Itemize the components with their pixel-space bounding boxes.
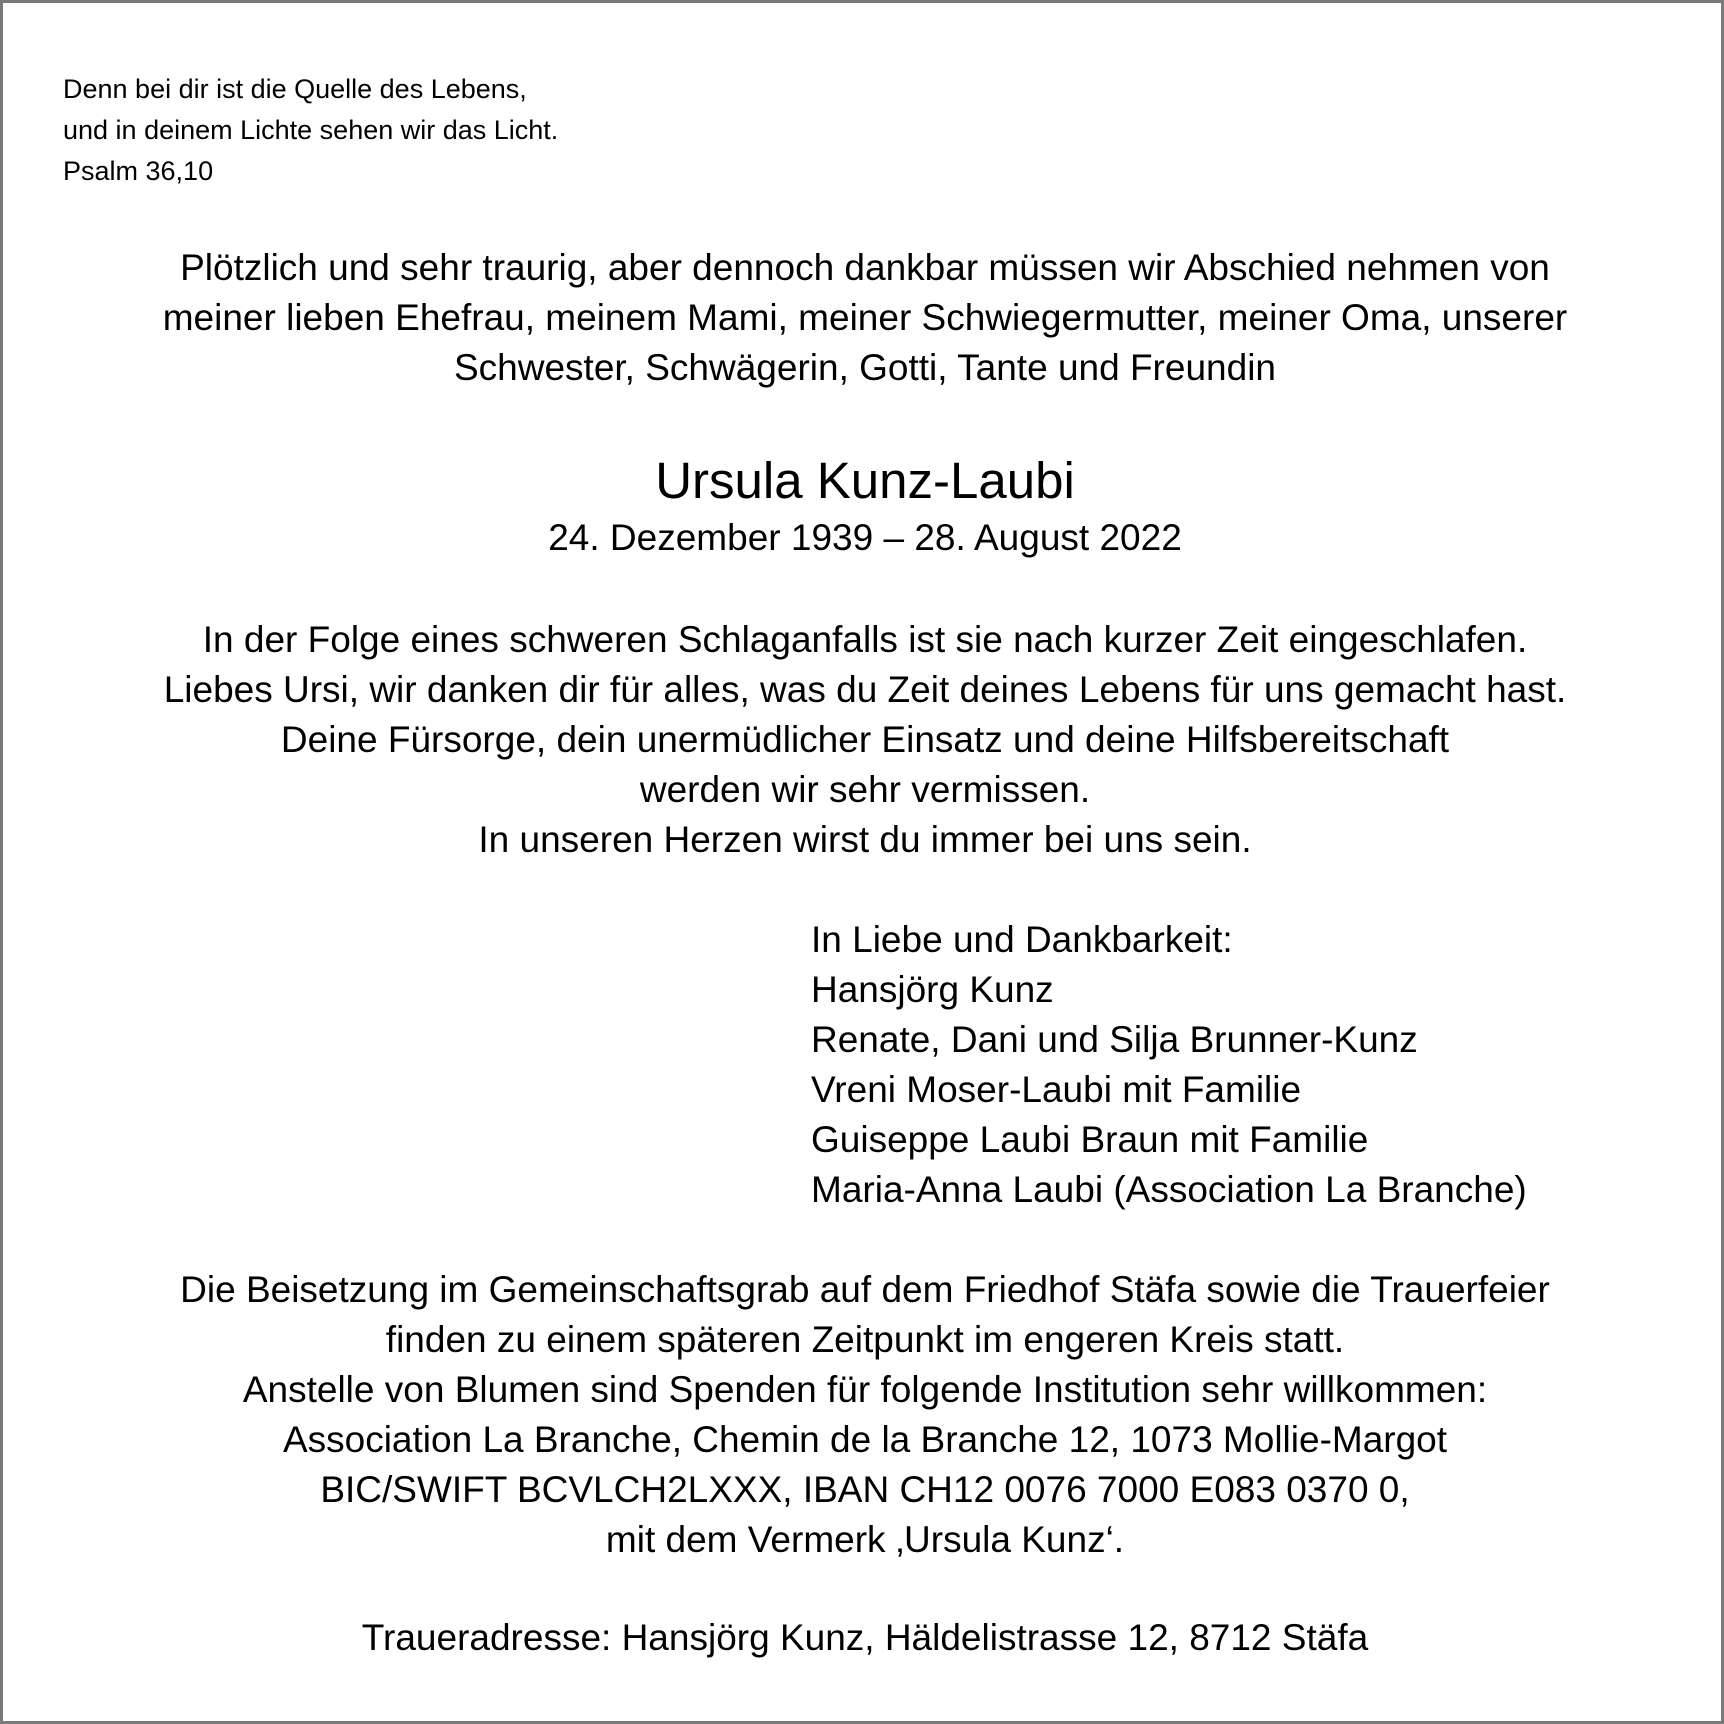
mourner-name: Renate, Dani und Silja Brunner-Kunz: [811, 1019, 1418, 1060]
life-dates: 24. Dezember 1939 – 28. August 2022: [548, 517, 1182, 558]
mourner-name: Maria-Anna Laubi (Association La Branche): [811, 1169, 1527, 1210]
message-line: werden wir sehr vermissen.: [639, 769, 1091, 810]
message-line: In unseren Herzen wirst du immer bei uns sein.: [478, 819, 1252, 860]
message-line: Liebes Ursi, wir danken dir für alles, was du Zeit deines Lebens für uns gemacht hast.: [163, 669, 1567, 710]
mourner-name: Hansjörg Kunz: [811, 969, 1054, 1010]
mourners-heading: In Liebe und Dankbarkeit:: [811, 919, 1233, 960]
verse-line: und in deinem Lichte sehen wir das Licht.: [63, 115, 559, 145]
mourner-name: Guiseppe Laubi Braun mit Familie: [811, 1119, 1369, 1160]
mourning-address: Traueradresse: Hansjörg Kunz, Häldelistrasse 12, 8712 Stäfa: [361, 1617, 1369, 1658]
message-line: Deine Fürsorge, dein unermüdlicher Einsatz und deine Hilfsbereitschaft: [280, 719, 1450, 760]
funeral-info-line: BIC/SWIFT BCVLCH2LXXX, IBAN CH12 0076 7000 E083 0370 0,: [320, 1469, 1410, 1510]
message-line: In der Folge eines schweren Schlaganfalls ist sie nach kurzer Zeit eingeschlafen.: [202, 619, 1528, 660]
verse-line: Denn bei dir ist die Quelle des Lebens,: [63, 74, 527, 104]
intro-line: Plötzlich und sehr traurig, aber dennoch dankbar müssen wir Abschied nehmen von: [180, 247, 1550, 288]
funeral-info-line: Anstelle von Blumen sind Spenden für folgende Institution sehr willkommen:: [242, 1369, 1488, 1410]
funeral-info-line: Association La Branche, Chemin de la Branche 12, 1073 Mollie-Margot: [282, 1419, 1448, 1460]
mourner-name: Vreni Moser-Laubi mit Familie: [811, 1069, 1302, 1110]
funeral-info-line: Die Beisetzung im Gemeinschaftsgrab auf dem Friedhof Stäfa sowie die Trauerfeier: [180, 1269, 1550, 1310]
intro-line: Schwester, Schwägerin, Gotti, Tante und Freundin: [453, 347, 1276, 388]
deceased-name: Ursula Kunz-Laubi: [655, 452, 1075, 509]
intro-line: meiner lieben Ehefrau, meinem Mami, meiner Schwiegermutter, meiner Oma, unserer: [162, 297, 1568, 338]
verse-reference: Psalm 36,10: [63, 156, 214, 186]
funeral-info-line: finden zu einem späteren Zeitpunkt im engeren Kreis statt.: [385, 1319, 1345, 1360]
funeral-info-line: mit dem Vermerk ‚Ursula Kunz‘.: [605, 1519, 1125, 1560]
